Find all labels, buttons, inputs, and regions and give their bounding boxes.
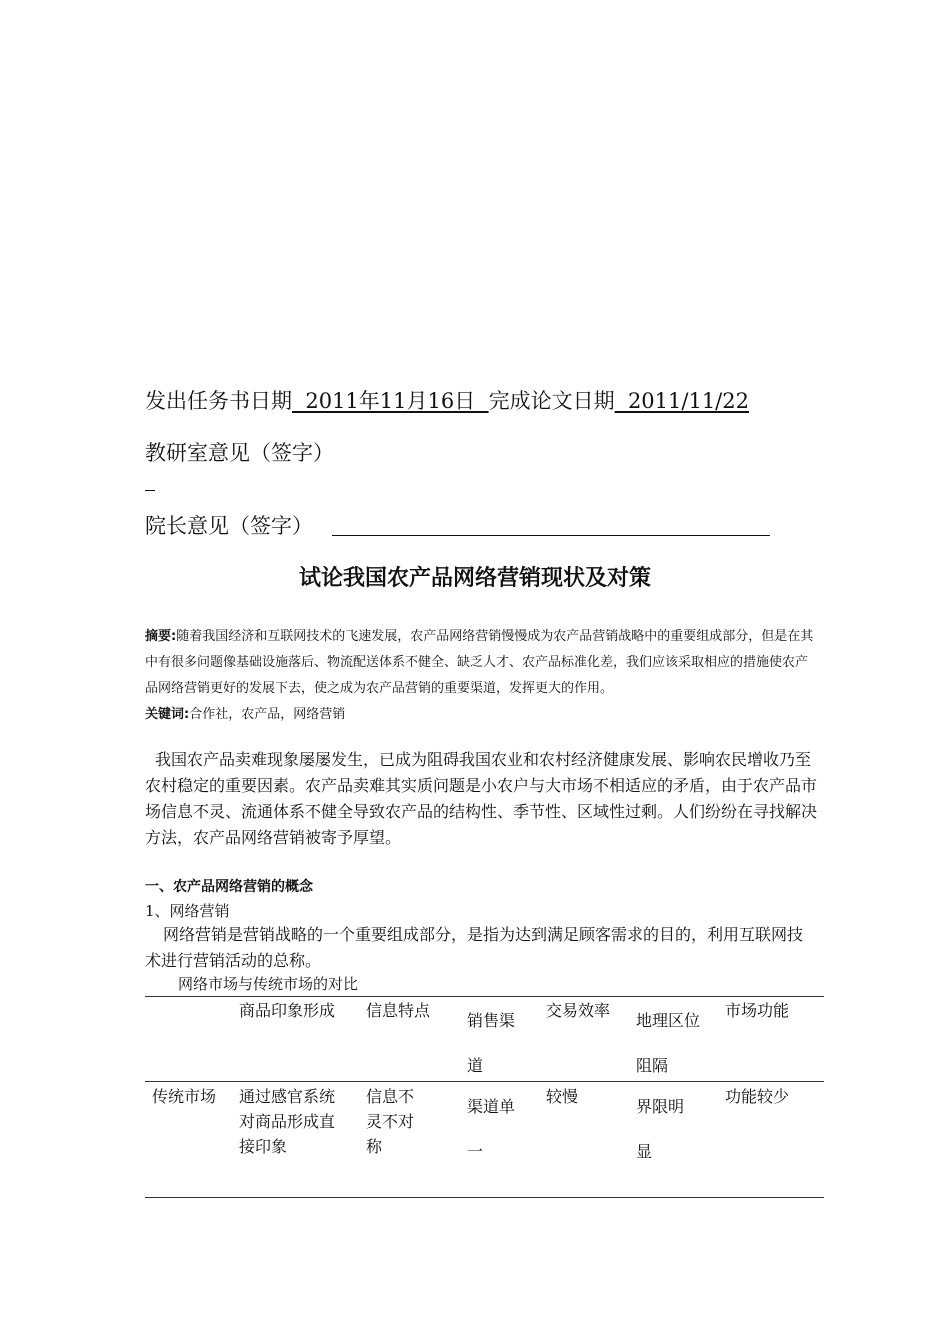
abstract-block xyxy=(145,624,817,728)
issue-date-value: 2011年11月16日 xyxy=(292,389,489,413)
table-bottom-rule xyxy=(145,1197,824,1198)
table-header-cell: 商品印象形成 xyxy=(239,1001,336,1020)
table-top-rule xyxy=(145,996,824,997)
dean-opinion-label: 院长意见（签字） xyxy=(145,514,313,538)
table-cell: 信息不灵不对称 xyxy=(366,1087,415,1156)
complete-date-label: 完成论文日期 xyxy=(488,389,615,413)
table-header-cell: 销售渠道 xyxy=(467,1011,516,1075)
intro-text: 我国农产品卖难现象屡屡发生，已成为阻碍我国农业和农村经济健康发展、影响农民增收乃至农村稳定的重要因素。农产品卖难其实质问题是小农户与大市场不相适应的矛盾，由于农产品市场信息不灵、流通体系不健全导致农产品的结构性、季节性、区域性过剩。人们纷纷在寻找解决方法，农产品网络营销被寄予厚望。 xyxy=(145,750,818,847)
department-opinion-label: 教研室意见（签字） xyxy=(145,441,334,465)
task-dates-line xyxy=(145,385,749,415)
table-header-cell: 地理区位阻隔 xyxy=(636,1011,701,1075)
table-cell: 界限明显 xyxy=(636,1097,685,1161)
keywords-text: 合作社，农产品，网络营销 xyxy=(189,707,346,722)
signature-dash xyxy=(145,490,155,491)
table-row-label: 传统市场 xyxy=(152,1087,217,1106)
section-paragraph-text: 网络营销是营销战略的一个重要组成部分，是指为达到满足顾客需求的目的，利用互联网技术进行营销活动的总称。 xyxy=(145,925,804,970)
table-header-cell: 信息特点 xyxy=(366,1001,431,1020)
abstract-label: 摘要: xyxy=(145,629,177,644)
table-header-cell: 市场功能 xyxy=(725,1001,790,1020)
subsection-heading: 1、网络营销 xyxy=(145,902,230,920)
table-header-cell: 交易效率 xyxy=(546,1001,611,1020)
keywords-label: 关键词: xyxy=(145,707,190,722)
table-cell: 通过感官系统对商品形成直接印象 xyxy=(239,1087,336,1156)
intro-paragraph xyxy=(145,747,817,851)
table-cell: 功能较少 xyxy=(725,1087,790,1106)
table-caption: 网络市场与传统市场的对比 xyxy=(178,975,359,993)
section-heading: 一、农产品网络营销的概念 xyxy=(145,879,313,895)
table-cell: 渠道单一 xyxy=(467,1097,516,1161)
table-cell: 较慢 xyxy=(546,1087,579,1106)
issue-date-label: 发出任务书日期 xyxy=(145,389,292,413)
paper-title: 试论我国农产品网络营销现状及对策 xyxy=(298,566,651,591)
abstract-text: 随着我国经济和互联网技术的飞速发展，农产品网络营销慢慢成为农产品营销战略中的重要组成部分，但是在其中有很多问题像基础设施落后、物流配送体系不健全、缺乏人才、农产品标准化差，我们应该采取相应的措施使农产品网络营销更好的发展下去，使之成为农产品营销的重要渠道，发挥更大的作用。 xyxy=(145,629,814,696)
complete-date-value: 2011/11/22 xyxy=(614,389,749,413)
dean-signature-line xyxy=(332,535,770,536)
section-paragraph xyxy=(145,922,817,974)
